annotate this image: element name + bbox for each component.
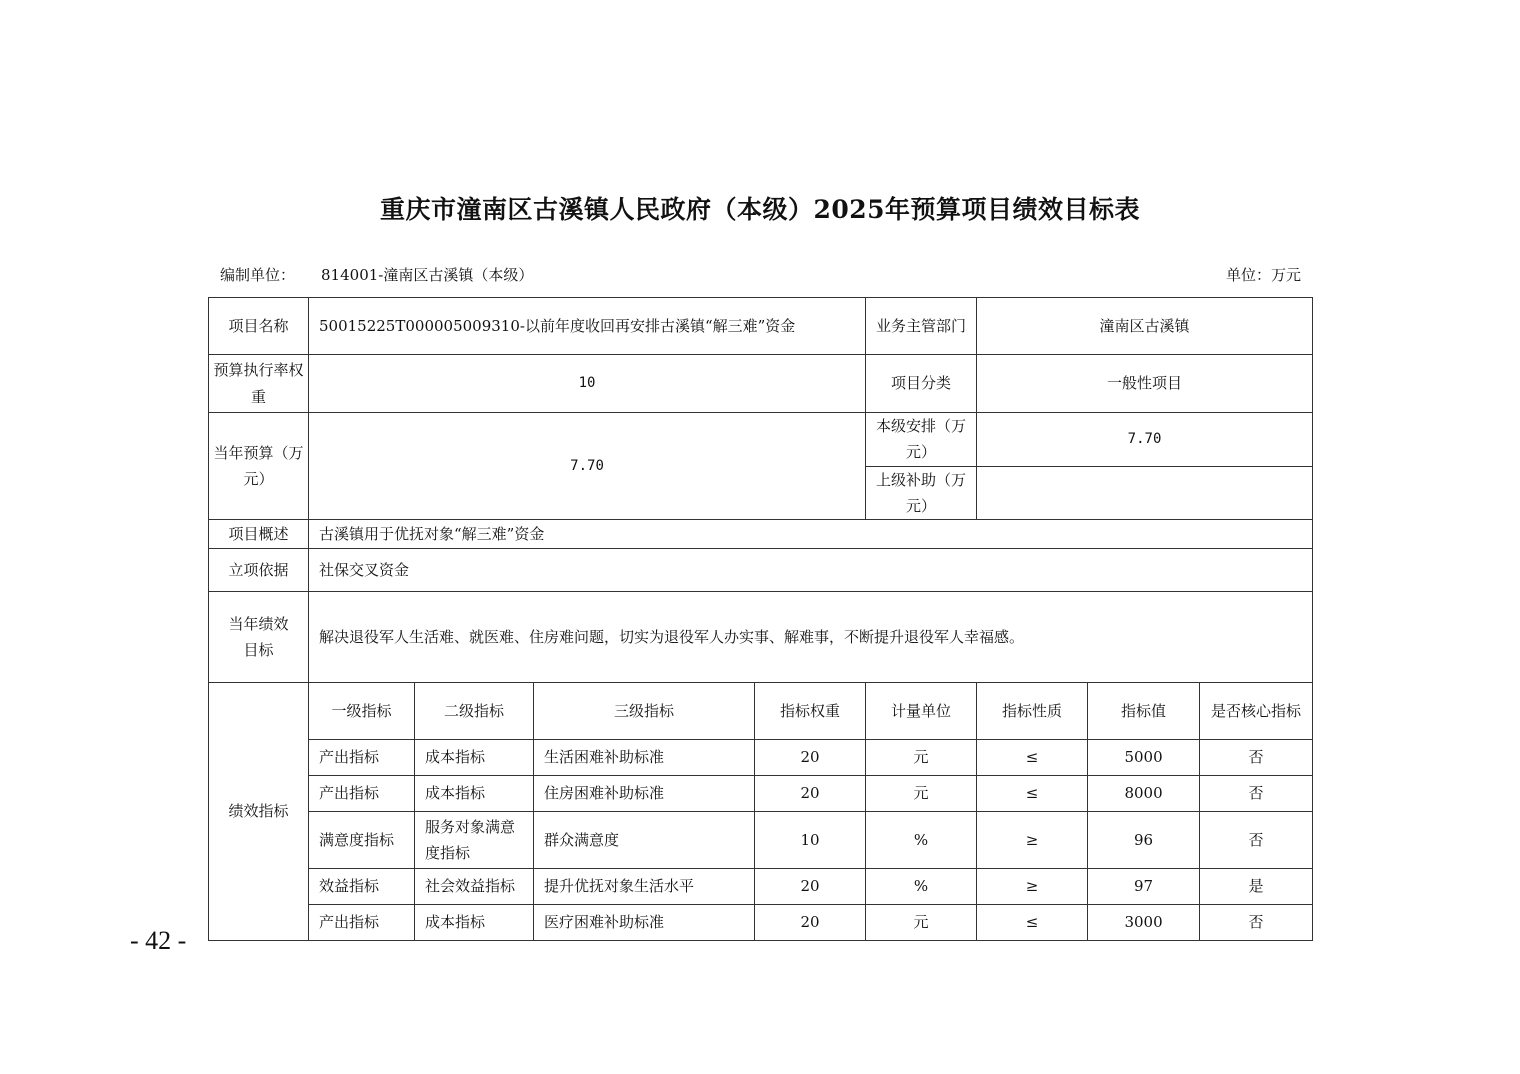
currency-unit: 单位：万元 [1225,266,1301,284]
core-cell: 否 [1200,776,1313,812]
table-row [209,776,1313,812]
level1-cell: 满意度指标 [309,812,415,869]
weight-cell: 20 [755,776,866,812]
performance-table [208,297,1313,941]
unit-cell: 元 [866,740,977,776]
level2-cell: 服务对象满意度指标 [415,812,534,869]
level1-cell: 效益指标 [309,869,415,905]
table-row [209,740,1313,776]
weight-cell: 20 [755,740,866,776]
core-cell: 否 [1200,740,1313,776]
col-header: 三级指标 [534,683,755,740]
table-row [209,812,1313,869]
nature-cell: ≤ [977,776,1088,812]
level1-cell: 产出指标 [309,776,415,812]
unit-cell: 元 [866,905,977,941]
col-header: 一级指标 [309,683,415,740]
basis-value: 社保交叉资金 [309,549,1313,592]
weight-value: 10 [309,355,866,413]
compiling-unit-label: 编制单位： [220,266,296,284]
overview-label: 项目概述 [209,520,309,549]
core-cell: 是 [1200,869,1313,905]
compiling-unit-value: 814001-潼南区古溪镇（本级） [321,266,534,284]
weight-cell: 10 [755,812,866,869]
nature-cell: ≥ [977,812,1088,869]
value-cell: 96 [1088,812,1200,869]
unit-cell: % [866,812,977,869]
col-header: 计量单位 [866,683,977,740]
project-name-value: 50015225T000005009310-以前年度收回再安排古溪镇“解三难”资金 [309,298,866,355]
basis-label: 立项依据 [209,549,309,592]
unit-cell: 元 [866,776,977,812]
overview-value: 古溪镇用于优抚对象“解三难”资金 [309,520,1313,549]
unit-cell: % [866,869,977,905]
superior-value [977,466,1313,520]
nature-cell: ≤ [977,905,1088,941]
superior-label: 上级补助（万元） [866,466,977,520]
category-value: 一般性项目 [977,355,1313,413]
value-cell: 8000 [1088,776,1200,812]
weight-cell: 20 [755,905,866,941]
budget-label: 当年预算（万元） [209,413,309,520]
level2-cell: 社会效益指标 [415,869,534,905]
goal-label: 当年绩效目标 [209,592,309,683]
compiling-unit [220,264,533,285]
col-header: 是否核心指标 [1200,683,1313,740]
indicators-label: 绩效指标 [209,683,309,941]
project-name-label: 项目名称 [209,298,309,355]
level3-cell: 医疗困难补助标准 [534,905,755,941]
col-header: 二级指标 [415,683,534,740]
dept-value: 潼南区古溪镇 [977,298,1313,355]
col-header: 指标值 [1088,683,1200,740]
level3-cell: 群众满意度 [534,812,755,869]
goal-value: 解决退役军人生活难、就医难、住房难问题，切实为退役军人办实事、解难事，不断提升退役军人幸福感。 [309,592,1313,683]
col-header: 指标性质 [977,683,1088,740]
level3-cell: 生活困难补助标准 [534,740,755,776]
weight-label: 预算执行率权重 [209,355,309,413]
level1-cell: 产出指标 [309,740,415,776]
table-row [209,869,1313,905]
level2-cell: 成本指标 [415,905,534,941]
level1-cell: 产出指标 [309,905,415,941]
col-header: 指标权重 [755,683,866,740]
level3-cell: 提升优抚对象生活水平 [534,869,755,905]
table-row [209,905,1313,941]
nature-cell: ≥ [977,869,1088,905]
page-title: 重庆市潼南区古溪镇人民政府（本级）2025年预算项目绩效目标表 [379,195,1141,224]
core-cell: 否 [1200,812,1313,869]
core-cell: 否 [1200,905,1313,941]
level2-cell: 成本指标 [415,740,534,776]
value-cell: 3000 [1088,905,1200,941]
level3-cell: 住房困难补助标准 [534,776,755,812]
budget-value: 7.70 [309,413,866,520]
value-cell: 5000 [1088,740,1200,776]
local-value: 7.70 [977,413,1313,467]
nature-cell: ≤ [977,740,1088,776]
weight-cell: 20 [755,869,866,905]
dept-label: 业务主管部门 [866,298,977,355]
category-label: 项目分类 [866,355,977,413]
value-cell: 97 [1088,869,1200,905]
local-label: 本级安排（万元） [866,413,977,467]
page-number: - 42 - [130,926,187,955]
level2-cell: 成本指标 [415,776,534,812]
